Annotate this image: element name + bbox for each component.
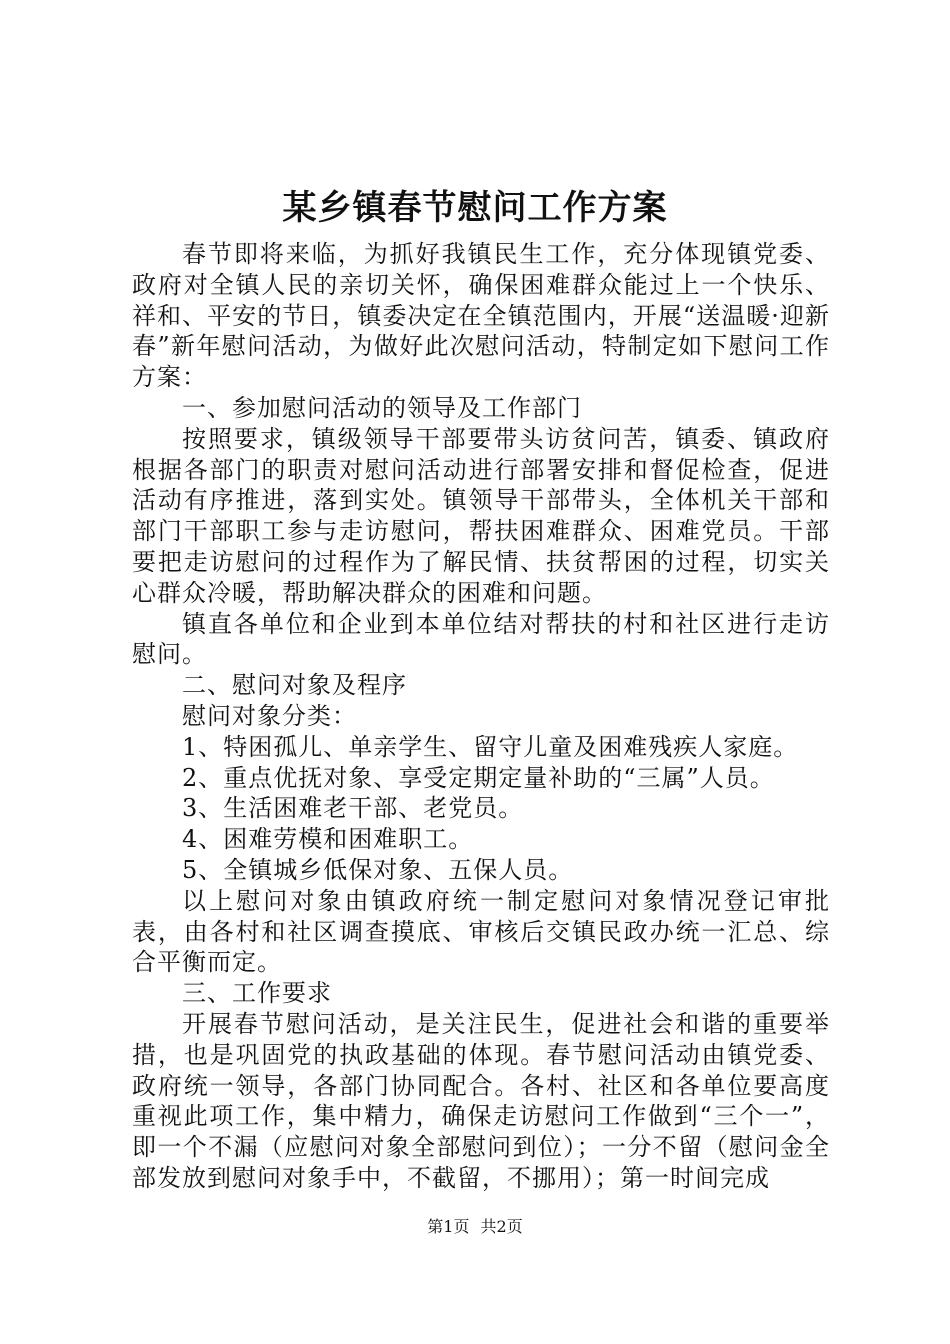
list-item: 1、特困孤儿、单亲学生、留守儿童及困难残疾人家庭。 <box>182 732 799 761</box>
section-2-paragraph: 以上慰问对象由镇政府统一制定慰问对象情况登记审批表，由各村和社区调查摸底、审核后交镇民政办统一汇总、综合平衡而定。 <box>132 886 830 977</box>
section-3-paragraph: 开展春节慰问活动，是关注民生，促进社会和谐的重要举措，也是巩固党的执政基础的体现。春节慰问活动由镇党委、政府统一领导，各部门协同配合。各村、社区和各单位要高度重视此项工作，集中精力，确保走访慰问工作做到“三个一”，即一个不漏（应慰问对象全部慰问到位）；一分不留（慰问金全部发放到慰问对象手中，不截留，不挪用）；第一时间完成 <box>132 1009 830 1192</box>
category-heading: 慰问对象分类： <box>182 701 357 730</box>
intro-paragraph: 春节即将来临，为抓好我镇民生工作，充分体现镇党委、政府对全镇人民的亲切关怀，确保困难群众能过上一个快乐、祥和、平安的节日，镇委决定在全镇范围内，开展“送温暖·迎新春”新年慰问活动，为做好此次慰问活动，特制定如下慰问工作方案： <box>132 240 830 392</box>
section-1-paragraph: 按照要求，镇级领导干部要带头访贫问苦，镇委、镇政府根据各部门的职责对慰问活动进行部署安排和督促检查，促进活动有序推进，落到实处。镇领导干部带头，全体机关干部和部门干部职工参与走访慰问，帮扶困难群众、困难党员。干部要把走访慰问的过程作为了解民情、扶贫帮困的过程，切实关心群众冷暖，帮助解决群众的困难和问题。 <box>132 424 830 607</box>
list-item: 4、困难劳模和困难职工。 <box>182 825 474 854</box>
page-footer <box>0 1217 950 1237</box>
page-number: 第1页 <box>427 1217 470 1236</box>
section-heading-3: 三、工作要求 <box>182 979 332 1008</box>
section-heading-1: 一、参加慰问活动的领导及工作部门 <box>182 393 582 422</box>
page-total: 共2页 <box>480 1217 523 1236</box>
document-title: 某乡镇春节慰问工作方案 <box>282 188 668 228</box>
document-body <box>132 239 830 1194</box>
list-item: 3、生活困难老干部、老党员。 <box>182 794 524 823</box>
section-heading-2: 二、慰问对象及程序 <box>182 671 407 700</box>
section-1-paragraph-2: 镇直各单位和企业到本单位结对帮扶的村和社区进行走访慰问。 <box>132 609 830 669</box>
list-item: 5、全镇城乡低保对象、五保人员。 <box>182 855 574 884</box>
list-item: 2、重点优抚对象、享受定期定量补助的“三属”人员。 <box>182 763 775 792</box>
